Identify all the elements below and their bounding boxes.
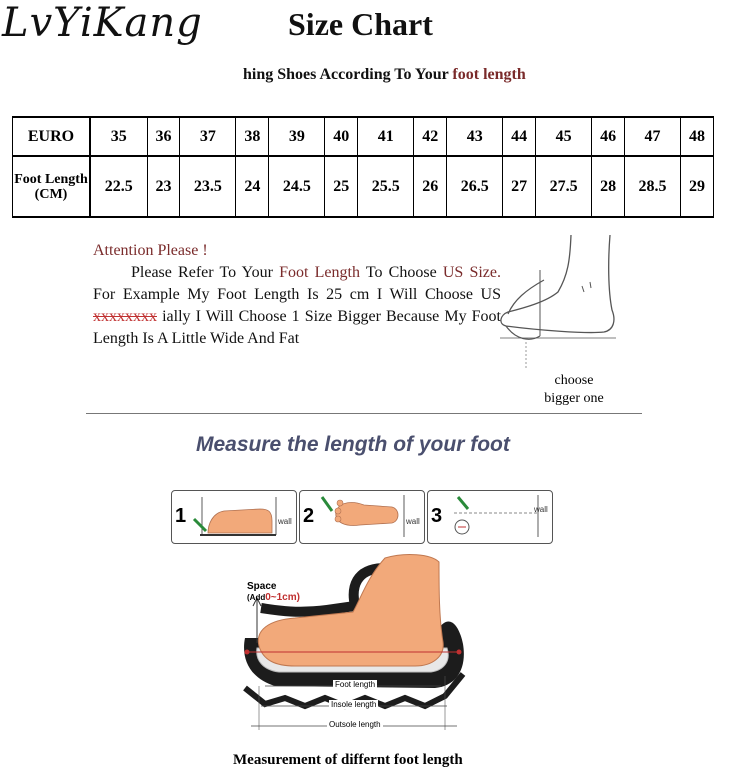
foot-length-label: Foot length: [335, 680, 376, 689]
choose-line: bigger one: [544, 391, 604, 406]
foot-length-cell: 26.5: [447, 156, 503, 217]
attention-note: [93, 240, 501, 350]
euro-cell: 35: [90, 117, 147, 156]
attention-title: Attention Please !: [93, 242, 208, 259]
euro-cell: 41: [358, 117, 414, 156]
foot-length-cell: 27.5: [536, 156, 592, 217]
step-number: 2: [303, 505, 315, 527]
attention-text: For Example My Foot Length Is 25 cm I Will Choose US: [93, 286, 501, 303]
wall-label: wall: [278, 517, 292, 526]
foot-length-row: [13, 156, 714, 217]
measure-step-1: [171, 490, 297, 544]
foot-length-cell: 24: [236, 156, 269, 217]
foot-length-cell: 28.5: [625, 156, 681, 217]
step-number: 3: [431, 505, 443, 527]
euro-cell: 37: [180, 117, 236, 156]
measure-title: Measure the length of your foot: [196, 433, 510, 456]
foot-length-cell: 29: [681, 156, 714, 217]
space-add: (Add: [247, 593, 266, 602]
euro-cell: 42: [414, 117, 447, 156]
foot-length-cell: 22.5: [90, 156, 147, 217]
euro-cell: 38: [236, 117, 269, 156]
foot-shoe-sketch-icon: [496, 230, 626, 370]
euro-cell: 46: [592, 117, 625, 156]
attention-body: [93, 262, 501, 350]
subtitle-text: hing Shoes According To Your: [243, 66, 453, 83]
attention-text: ially I Will Choose 1 Size Bigger Because My Foot Length Is A Little Wide And Fat: [93, 308, 501, 347]
foot-length-cell: 25.5: [358, 156, 414, 217]
foot-length-cell: 26: [414, 156, 447, 217]
size-table: [12, 116, 714, 218]
step-number: 1: [175, 505, 187, 527]
space-title: Space: [247, 581, 277, 592]
outsole-length-label: Outsole length: [329, 720, 381, 729]
foot-in-shoe-diagram-icon: [235, 548, 475, 743]
euro-cell: 45: [536, 117, 592, 156]
euro-cell: 48: [681, 117, 714, 156]
foot-length-row-header: Foot Length (CM): [13, 156, 91, 217]
foot-length-cell: 25: [325, 156, 358, 217]
measure-line-icon: [428, 491, 552, 543]
foot-length-cell: 27: [503, 156, 536, 217]
wall-label: wall: [534, 505, 548, 514]
attention-highlight: Foot Length: [279, 264, 360, 281]
subtitle-highlight: foot length: [452, 66, 526, 83]
space-range-value: 0~1cm): [265, 592, 300, 603]
attention-text: To Choose: [359, 264, 443, 281]
brand-logo: LvYiKang: [2, 0, 203, 46]
foot-length-cell: 24.5: [269, 156, 325, 217]
euro-cell: 44: [503, 117, 536, 156]
foot-length-cell: 28: [592, 156, 625, 217]
choose-bigger-note: [538, 372, 610, 408]
space-range: [247, 592, 300, 603]
attention-highlight: US Size.: [442, 264, 502, 281]
euro-row: [13, 117, 714, 156]
page-subtitle: [243, 66, 526, 84]
attention-text: Please Refer To Your: [131, 264, 280, 281]
section-divider: [86, 413, 642, 414]
choose-line: choose: [554, 373, 594, 388]
euro-cell: 40: [325, 117, 358, 156]
euro-row-header: EURO: [13, 117, 91, 156]
euro-cell: 36: [147, 117, 180, 156]
space-label: [247, 581, 300, 603]
attention-struck-text: xxxxxxxx: [93, 308, 157, 325]
measure-step-3: [427, 490, 553, 544]
diagram-caption: Measurement of differnt foot length: [233, 752, 463, 768]
wall-label: wall: [406, 517, 420, 526]
euro-cell: 43: [447, 117, 503, 156]
euro-cell: 47: [625, 117, 681, 156]
measure-step-2: [299, 490, 425, 544]
foot-length-cell: 23: [147, 156, 180, 217]
euro-cell: 39: [269, 117, 325, 156]
foot-length-cell: 23.5: [180, 156, 236, 217]
insole-length-label: Insole length: [331, 700, 377, 709]
page-title: Size Chart: [288, 6, 433, 42]
